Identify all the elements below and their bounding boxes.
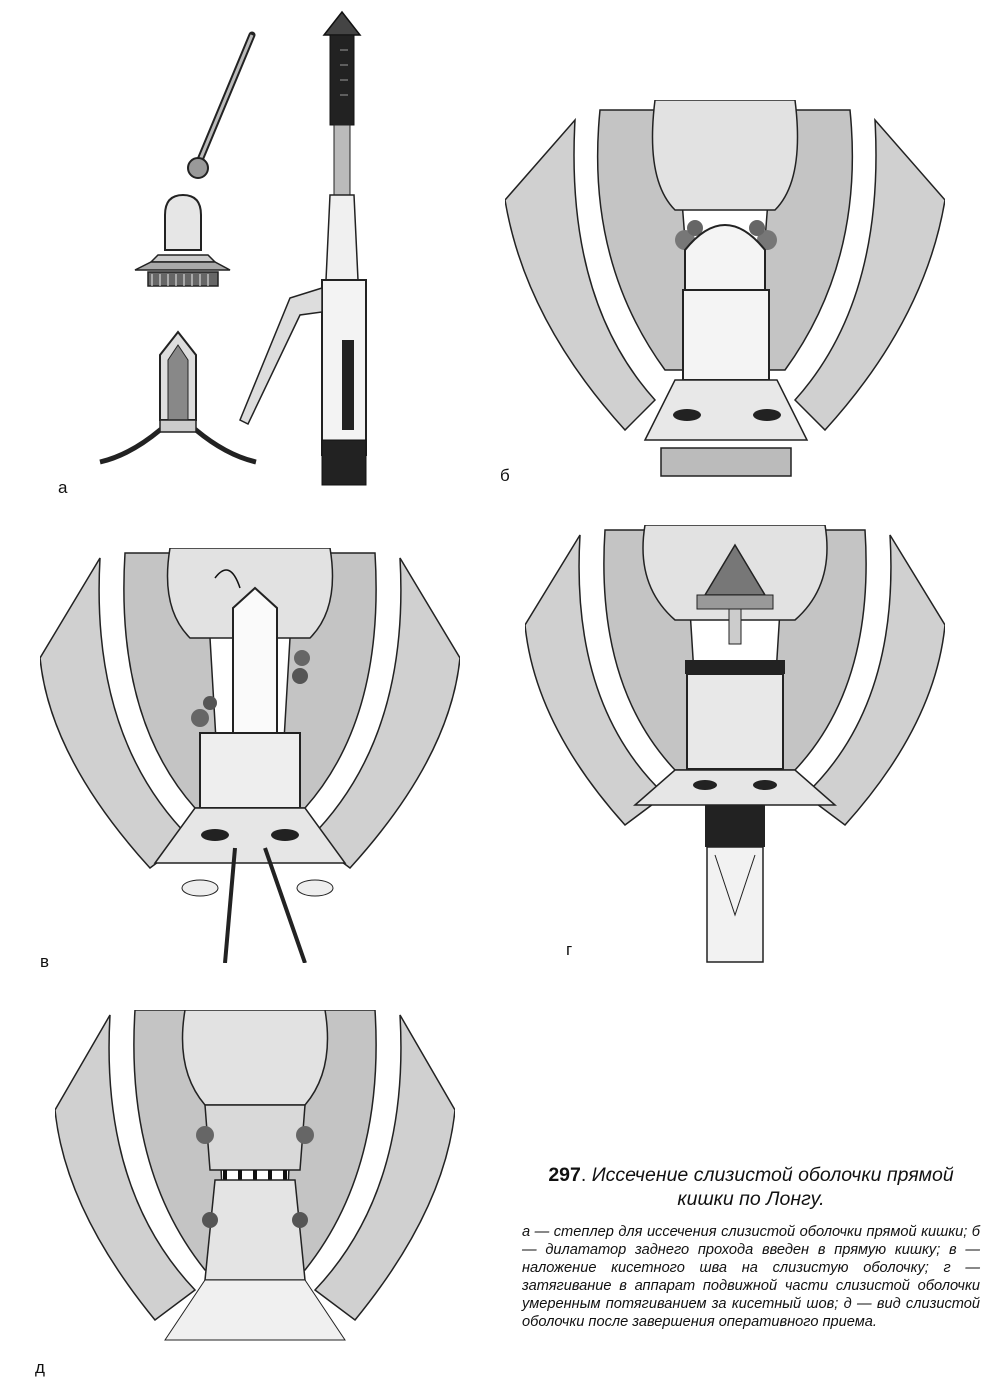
figure-title-text: Иссечение слизистой оболочки прямой кишки по Лонгу. — [591, 1164, 954, 1210]
anorectal-section-g — [525, 525, 945, 965]
panel-v-purse-string-suture — [40, 548, 460, 963]
figure-number: 297 — [548, 1164, 581, 1186]
panel-g-mucosa-drawn-in — [525, 525, 945, 965]
figure-caption — [522, 1163, 980, 1331]
panel-a-label: а — [58, 478, 68, 497]
suture-rod — [188, 35, 252, 178]
panel-v-label: в — [40, 952, 50, 971]
panel-d-after-operation — [55, 1010, 455, 1380]
panel-g-label: г — [566, 940, 573, 959]
panel-b-dilator-inserted — [505, 100, 945, 490]
circular-stapler — [240, 12, 366, 485]
figure-description: а — степлер для иссечения слизистой оболочки прямой кишки; б — дилататор заднего прохода введен в прямую кишку; в — наложение кисетного шва на слизистую оболочку; г — затягивание в аппарат подвижной части слизистой оболочки умеренным потягиванием за кисетный шов; д — вид слизистой оболочки после завершения оперативного приема. — [522, 1224, 980, 1330]
figure-title: 297. Иссечение слизистой оболочки прямой кишки по Лонгу. — [548, 1164, 954, 1210]
panel-b-label: б — [500, 466, 510, 485]
panel-a-stapler-instruments — [90, 0, 410, 500]
anorectal-section-d — [55, 1010, 455, 1380]
anorectal-section-v — [40, 548, 460, 963]
anvil-head — [135, 195, 230, 286]
panel-d-label: д — [35, 1358, 45, 1377]
stapler-illustration — [90, 0, 410, 500]
anorectal-section-b — [505, 100, 945, 490]
anal-dilator — [100, 332, 256, 462]
